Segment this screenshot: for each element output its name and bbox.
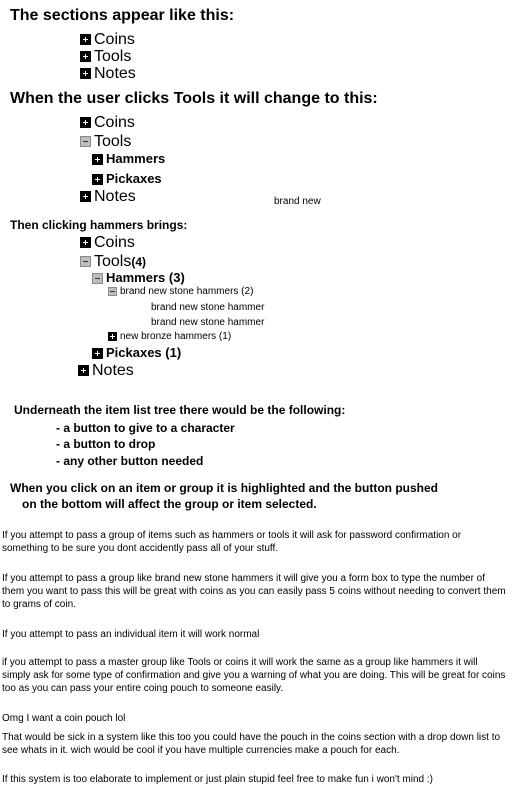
- tree3-item-hammers[interactable]: Hammers (3): [92, 270, 185, 285]
- expand-icon[interactable]: [80, 34, 91, 45]
- expand-icon[interactable]: [80, 237, 91, 248]
- expand-icon[interactable]: [108, 332, 117, 341]
- expand-icon[interactable]: [92, 154, 103, 165]
- tree2-item-pickaxes[interactable]: Pickaxes: [92, 171, 162, 186]
- collapse-icon[interactable]: [92, 273, 103, 284]
- floating-label: brand new: [274, 196, 321, 207]
- bullet-drop: - a button to drop: [56, 437, 156, 451]
- tree2-item-notes[interactable]: Notes: [80, 188, 136, 206]
- paragraph-stack-pass: If you attempt to pass a group like brand new stone hammers it will give you a form box to type the number of them you want to pass this will be great with coins as you can easily pass 5 coins without needing to convert them to grams of coin.: [2, 573, 506, 610]
- heading-selection-line1: When you click on an item or group it is highlighted and the button pushed: [10, 481, 438, 495]
- expand-icon[interactable]: [78, 365, 89, 376]
- tree3-item-notes[interactable]: Notes: [78, 362, 134, 380]
- heading-buttons: Underneath the item list tree there would be the following:: [14, 403, 346, 417]
- collapse-icon[interactable]: [80, 256, 91, 267]
- intro-heading: The sections appear like this:: [10, 7, 235, 24]
- heading-tools-click: When the user clicks Tools it will change to this:: [10, 90, 378, 107]
- tree3-item-pickaxes[interactable]: Pickaxes (1): [92, 345, 181, 360]
- expand-icon[interactable]: [92, 174, 103, 185]
- tools-count: (4): [131, 255, 147, 269]
- tree2-item-tools[interactable]: Tools: [80, 133, 131, 151]
- bullet-give: - a button to give to a character: [56, 421, 235, 435]
- hammers-count: (3): [168, 270, 185, 285]
- paragraph-closing: If this system is too elaborate to implement or just plain stupid feel free to make fun i won't mind :): [2, 774, 433, 785]
- expand-icon[interactable]: [80, 191, 91, 202]
- tree2-item-hammers[interactable]: Hammers: [92, 151, 165, 166]
- paragraph-master-group: if you attempt to pass a master group like Tools or coins it will work the same as a group like hammers it will simply ask for some type of confirmation and give you a warning of what you are doing. This will be great for coins too as you can pass your entire coing pouch to someone easily.: [2, 657, 506, 694]
- expand-icon[interactable]: [80, 51, 91, 62]
- paragraph-pouch-detail: That would be sick in a system like this too you could have the pouch in the coins section with a drop down list to see whats in it. wich would be cool if you have multiple currencies make a pouch for each.: [2, 732, 501, 756]
- tree3-leaf-hammer-2[interactable]: brand new stone hammer: [151, 317, 265, 328]
- paragraph-coin-pouch: Omg I want a coin pouch lol: [2, 713, 126, 724]
- tree3-item-tools[interactable]: Tools(4): [80, 253, 146, 271]
- tree1-item-notes[interactable]: Notes: [80, 65, 136, 83]
- tree2-item-coins[interactable]: Coins: [80, 114, 135, 132]
- tree3-item-coins[interactable]: Coins: [80, 234, 135, 252]
- heading-selection-line2: on the bottom will affect the group or item selected.: [22, 497, 317, 511]
- pickaxes-count: (1): [165, 345, 182, 360]
- collapse-icon[interactable]: [80, 136, 91, 147]
- tree1-item-tools[interactable]: Tools: [80, 48, 131, 66]
- collapse-icon[interactable]: [108, 287, 117, 296]
- tree1-item-coins[interactable]: Coins: [80, 31, 135, 49]
- expand-icon[interactable]: [80, 117, 91, 128]
- tree3-item-brand-new-stone-hammers[interactable]: brand new stone hammers (2): [108, 286, 253, 297]
- heading-hammers-click: Then clicking hammers brings:: [10, 218, 188, 232]
- tree3-leaf-hammer-1[interactable]: brand new stone hammer: [151, 302, 265, 313]
- bullet-other: - any other button needed: [56, 454, 204, 468]
- paragraph-individual-pass: If you attempt to pass an individual item it will work normal: [2, 629, 260, 640]
- expand-icon[interactable]: [92, 348, 103, 359]
- tree3-item-new-bronze-hammers[interactable]: new bronze hammers (1): [108, 331, 231, 342]
- expand-icon[interactable]: [80, 68, 91, 79]
- paragraph-group-pass: If you attempt to pass a group of items such as hammers or tools it will ask for password confirmation or something to be sure you dont accidently pass all of your stuff.: [2, 530, 462, 554]
